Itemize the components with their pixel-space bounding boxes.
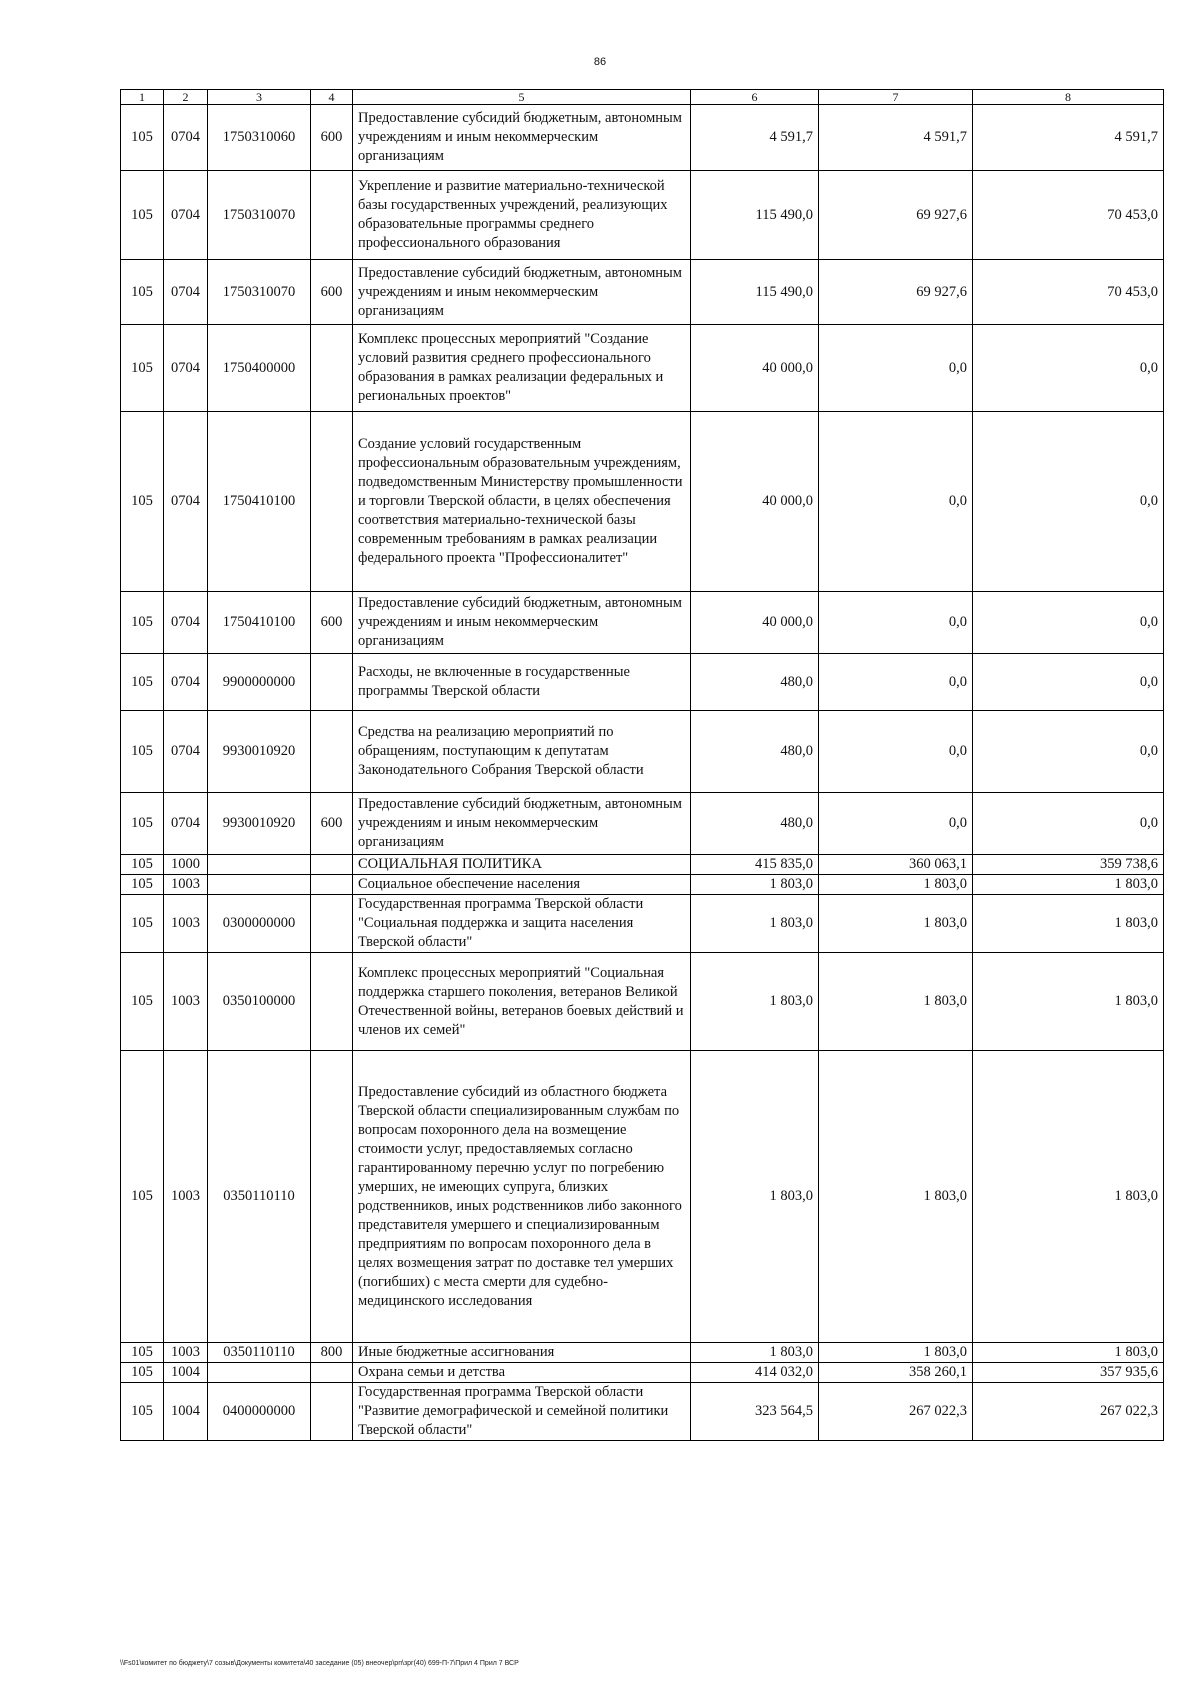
expense-type-cell (311, 953, 353, 1051)
expense-type-cell (311, 654, 353, 711)
amount-year-1-cell: 1 803,0 (691, 1051, 819, 1343)
amount-year-2-cell: 69 927,6 (819, 171, 973, 260)
expense-type-cell (311, 875, 353, 895)
amount-year-3-cell: 0,0 (973, 793, 1164, 855)
column-number-row (121, 90, 1164, 105)
amount-year-2-cell: 358 260,1 (819, 1363, 973, 1383)
table-row (121, 260, 1164, 325)
amount-year-1-cell: 323 564,5 (691, 1383, 819, 1441)
amount-year-1-cell: 40 000,0 (691, 592, 819, 654)
table-row (121, 1051, 1164, 1343)
amount-year-2-cell: 0,0 (819, 654, 973, 711)
section-code-cell: 1000 (164, 855, 208, 875)
amount-year-2-cell: 4 591,7 (819, 105, 973, 171)
admin-code-cell: 105 (121, 1343, 164, 1363)
column-header: 2 (164, 90, 208, 105)
description-cell: Государственная программа Тверской области "Социальная поддержка и защита населения Тверской области" (353, 895, 691, 953)
target-code-cell (208, 855, 311, 875)
column-header: 4 (311, 90, 353, 105)
amount-year-3-cell: 0,0 (973, 654, 1164, 711)
description-cell: Комплекс процессных мероприятий "Создание условий развития среднего профессионального образования в рамках реализации федеральных и региональных проектов" (353, 325, 691, 412)
table-row (121, 1343, 1164, 1363)
section-code-cell: 0704 (164, 412, 208, 592)
amount-year-1-cell: 115 490,0 (691, 260, 819, 325)
description-cell: Предоставление субсидий бюджетным, автономным учреждениям и иным некоммерческим организациям (353, 793, 691, 855)
page-number: 86 (593, 56, 607, 68)
column-header: 5 (353, 90, 691, 105)
amount-year-3-cell: 70 453,0 (973, 260, 1164, 325)
expense-type-cell (311, 325, 353, 412)
description-cell: СОЦИАЛЬНАЯ ПОЛИТИКА (353, 855, 691, 875)
amount-year-3-cell: 0,0 (973, 711, 1164, 793)
target-code-cell: 9930010920 (208, 793, 311, 855)
description-cell: Охрана семьи и детства (353, 1363, 691, 1383)
amount-year-1-cell: 1 803,0 (691, 1343, 819, 1363)
amount-year-3-cell: 0,0 (973, 592, 1164, 654)
amount-year-1-cell: 115 490,0 (691, 171, 819, 260)
section-code-cell: 0704 (164, 711, 208, 793)
admin-code-cell: 105 (121, 895, 164, 953)
amount-year-1-cell: 1 803,0 (691, 953, 819, 1051)
column-header: 7 (819, 90, 973, 105)
column-header: 8 (973, 90, 1164, 105)
section-code-cell: 1003 (164, 1051, 208, 1343)
table-row (121, 711, 1164, 793)
column-header: 1 (121, 90, 164, 105)
amount-year-2-cell: 1 803,0 (819, 953, 973, 1051)
amount-year-1-cell: 415 835,0 (691, 855, 819, 875)
admin-code-cell: 105 (121, 325, 164, 412)
admin-code-cell: 105 (121, 855, 164, 875)
section-code-cell: 0704 (164, 171, 208, 260)
file-path-footer: \\Fs01\комитет по бюджету\7 созыв\Документы комитета\40 заседание (05) внеочер\рп\зрг(40) 699-П-7\Прил 4 Прил 7 ВСР (120, 1660, 519, 1667)
amount-year-2-cell: 267 022,3 (819, 1383, 973, 1441)
amount-year-2-cell: 1 803,0 (819, 1343, 973, 1363)
description-cell: Комплекс процессных мероприятий "Социальная поддержка старшего поколения, ветеранов Великой Отечественной войны, ветеранов боевых действий и членов их семей" (353, 953, 691, 1051)
section-code-cell: 1003 (164, 1343, 208, 1363)
admin-code-cell: 105 (121, 105, 164, 171)
description-cell: Иные бюджетные ассигнования (353, 1343, 691, 1363)
amount-year-3-cell: 359 738,6 (973, 855, 1164, 875)
table-row (121, 1363, 1164, 1383)
admin-code-cell: 105 (121, 412, 164, 592)
amount-year-1-cell: 40 000,0 (691, 325, 819, 412)
admin-code-cell: 105 (121, 1051, 164, 1343)
admin-code-cell: 105 (121, 1363, 164, 1383)
table-row (121, 793, 1164, 855)
expense-type-cell (311, 855, 353, 875)
amount-year-2-cell: 360 063,1 (819, 855, 973, 875)
section-code-cell: 0704 (164, 260, 208, 325)
amount-year-2-cell: 0,0 (819, 711, 973, 793)
amount-year-2-cell: 0,0 (819, 412, 973, 592)
target-code-cell: 1750410100 (208, 412, 311, 592)
target-code-cell: 1750310060 (208, 105, 311, 171)
description-cell: Расходы, не включенные в государственные программы Тверской области (353, 654, 691, 711)
section-code-cell: 1004 (164, 1363, 208, 1383)
amount-year-2-cell: 1 803,0 (819, 875, 973, 895)
description-cell: Создание условий государственным профессиональным образовательным учреждениям, подведомственным Министерству промышленности и торговли Тверской области, в целях обеспечения соответствия материально-технической базы современным требованиям в рамках реализации федерального проекта "Профессионалитет" (353, 412, 691, 592)
target-code-cell: 1750400000 (208, 325, 311, 412)
description-cell: Укрепление и развитие материально-технической базы государственных учреждений, реализующих образовательные программы среднего профессионального образования (353, 171, 691, 260)
admin-code-cell: 105 (121, 260, 164, 325)
section-code-cell: 0704 (164, 592, 208, 654)
description-cell: Предоставление субсидий бюджетным, автономным учреждениям и иным некоммерческим организациям (353, 592, 691, 654)
budget-table (120, 89, 1164, 1441)
section-code-cell: 1003 (164, 875, 208, 895)
expense-type-cell (311, 1363, 353, 1383)
amount-year-3-cell: 1 803,0 (973, 1343, 1164, 1363)
table-row (121, 1383, 1164, 1441)
table-row (121, 412, 1164, 592)
admin-code-cell: 105 (121, 953, 164, 1051)
admin-code-cell: 105 (121, 1383, 164, 1441)
expense-type-cell (311, 412, 353, 592)
expense-type-cell (311, 1051, 353, 1343)
description-cell: Средства на реализацию мероприятий по обращениям, поступающим к депутатам Законодательного Собрания Тверской области (353, 711, 691, 793)
column-header: 3 (208, 90, 311, 105)
target-code-cell: 0300000000 (208, 895, 311, 953)
target-code-cell: 9930010920 (208, 711, 311, 793)
amount-year-1-cell: 414 032,0 (691, 1363, 819, 1383)
table-row (121, 325, 1164, 412)
amount-year-2-cell: 0,0 (819, 325, 973, 412)
table-row (121, 171, 1164, 260)
amount-year-3-cell: 4 591,7 (973, 105, 1164, 171)
target-code-cell: 0350110110 (208, 1343, 311, 1363)
table-row (121, 592, 1164, 654)
target-code-cell: 9900000000 (208, 654, 311, 711)
target-code-cell: 1750310070 (208, 260, 311, 325)
amount-year-3-cell: 1 803,0 (973, 875, 1164, 895)
expense-type-cell: 600 (311, 260, 353, 325)
section-code-cell: 0704 (164, 654, 208, 711)
description-cell: Предоставление субсидий бюджетным, автономным учреждениям и иным некоммерческим организациям (353, 105, 691, 171)
target-code-cell (208, 1363, 311, 1383)
target-code-cell: 0400000000 (208, 1383, 311, 1441)
section-code-cell: 0704 (164, 105, 208, 171)
expense-type-cell: 800 (311, 1343, 353, 1363)
amount-year-2-cell: 0,0 (819, 592, 973, 654)
target-code-cell (208, 875, 311, 895)
expense-type-cell (311, 1383, 353, 1441)
amount-year-3-cell: 1 803,0 (973, 953, 1164, 1051)
section-code-cell: 1003 (164, 953, 208, 1051)
description-cell: Социальное обеспечение населения (353, 875, 691, 895)
amount-year-1-cell: 480,0 (691, 793, 819, 855)
amount-year-1-cell: 480,0 (691, 654, 819, 711)
amount-year-3-cell: 267 022,3 (973, 1383, 1164, 1441)
amount-year-3-cell: 0,0 (973, 325, 1164, 412)
column-header: 6 (691, 90, 819, 105)
description-cell: Предоставление субсидий из областного бюджета Тверской области специализированным службам по вопросам похоронного дела на возмещение стоимости услуг, предоставляемых согласно гарантированному перечню услуг по погребению умерших, не имеющих супруга, близких родственников, иных родственников либо законного представителя умершего и специализированным предприятиям по вопросам похоронного дела в целях возмещения затрат по доставке тел умерших (погибших) с места смерти для судебно-медицинского исследования (353, 1051, 691, 1343)
expense-type-cell (311, 711, 353, 793)
table-row (121, 654, 1164, 711)
admin-code-cell: 105 (121, 654, 164, 711)
admin-code-cell: 105 (121, 793, 164, 855)
table-row (121, 875, 1164, 895)
section-code-cell: 1004 (164, 1383, 208, 1441)
expense-type-cell (311, 171, 353, 260)
expense-type-cell: 600 (311, 105, 353, 171)
amount-year-2-cell: 1 803,0 (819, 895, 973, 953)
table-row (121, 105, 1164, 171)
description-cell: Предоставление субсидий бюджетным, автономным учреждениям и иным некоммерческим организациям (353, 260, 691, 325)
amount-year-1-cell: 40 000,0 (691, 412, 819, 592)
amount-year-3-cell: 357 935,6 (973, 1363, 1164, 1383)
expense-type-cell: 600 (311, 592, 353, 654)
section-code-cell: 0704 (164, 325, 208, 412)
admin-code-cell: 105 (121, 711, 164, 793)
target-code-cell: 0350110110 (208, 1051, 311, 1343)
amount-year-1-cell: 1 803,0 (691, 895, 819, 953)
amount-year-3-cell: 70 453,0 (973, 171, 1164, 260)
admin-code-cell: 105 (121, 171, 164, 260)
table-row (121, 855, 1164, 875)
amount-year-2-cell: 1 803,0 (819, 1051, 973, 1343)
amount-year-2-cell: 69 927,6 (819, 260, 973, 325)
target-code-cell: 1750410100 (208, 592, 311, 654)
amount-year-3-cell: 1 803,0 (973, 1051, 1164, 1343)
table-row (121, 953, 1164, 1051)
section-code-cell: 1003 (164, 895, 208, 953)
expense-type-cell: 600 (311, 793, 353, 855)
amount-year-2-cell: 0,0 (819, 793, 973, 855)
amount-year-1-cell: 4 591,7 (691, 105, 819, 171)
amount-year-1-cell: 480,0 (691, 711, 819, 793)
expense-type-cell (311, 895, 353, 953)
amount-year-1-cell: 1 803,0 (691, 875, 819, 895)
amount-year-3-cell: 0,0 (973, 412, 1164, 592)
amount-year-3-cell: 1 803,0 (973, 895, 1164, 953)
admin-code-cell: 105 (121, 592, 164, 654)
admin-code-cell: 105 (121, 875, 164, 895)
description-cell: Государственная программа Тверской области "Развитие демографической и семейной политики Тверской области" (353, 1383, 691, 1441)
section-code-cell: 0704 (164, 793, 208, 855)
target-code-cell: 1750310070 (208, 171, 311, 260)
target-code-cell: 0350100000 (208, 953, 311, 1051)
table-row (121, 895, 1164, 953)
